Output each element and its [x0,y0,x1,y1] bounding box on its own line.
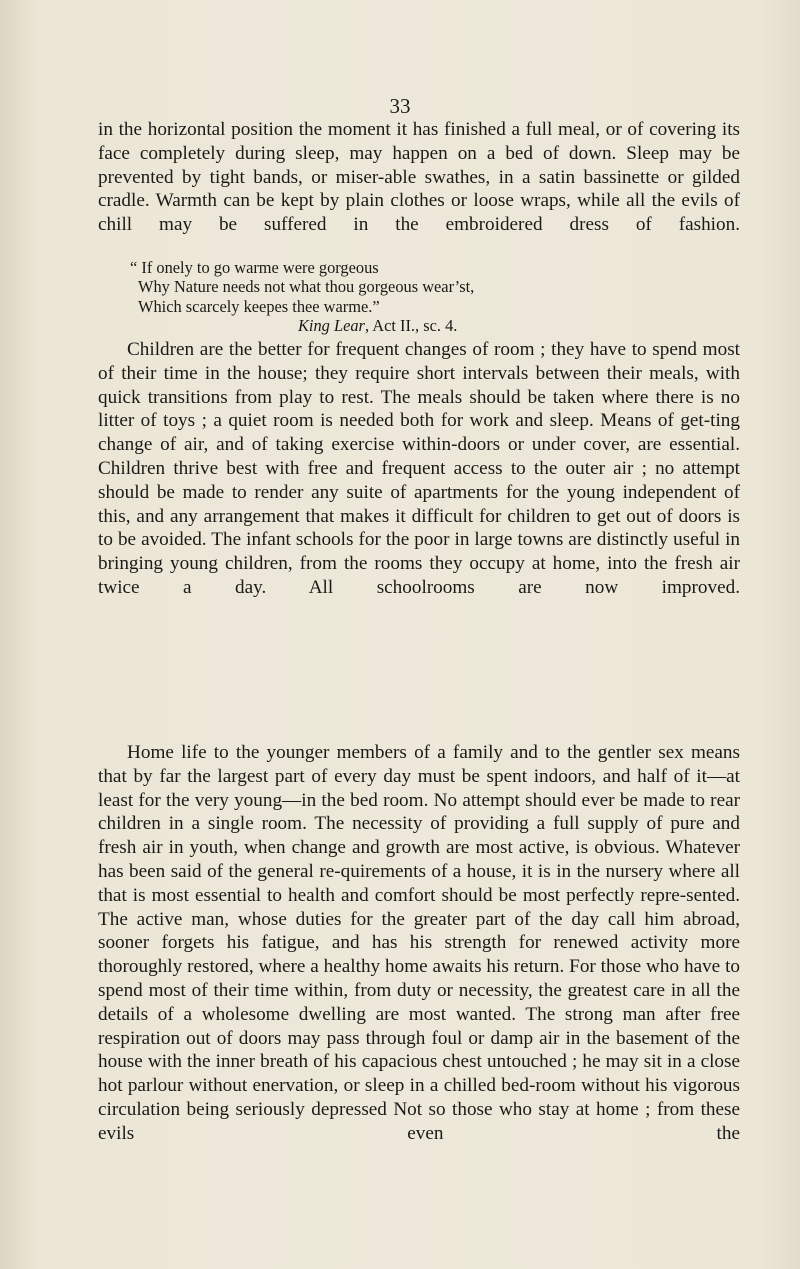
page-number: 33 [389,94,411,118]
paragraph-1: in the horizontal position the moment it has finished a full meal, or of covering its face completely during sleep, may happen on a bed of down. Sleep may be prevented by tight bands, or miser-able swathes, in a satin bassinette or gilded cradle. Warmth can be kept by plain clothes or loose wraps, while all the evils of chill may be suffered in the embroidered dress of fashion. [98,119,740,236]
block-quote [130,258,630,336]
quote-line-1: “ If onely to go warme were gorgeous [130,258,379,277]
quote-line-3: Which scarcely keepes thee warme.” [138,296,380,316]
quote-citation [130,316,630,335]
quote-line-2: Why Nature needs not what thou gorgeous wear’st, [138,277,475,297]
citation-reference: , Act II., sc. 4. [364,316,458,336]
citation-title: King Lear [298,316,365,336]
paragraph-3: Home life to the younger members of a family and to the gentler sex means that by far the largest part of every day must be spent indoors, and half of it—at least for the very young—in the bed room. No attempt should ever be made to rear children in a single room. The necessity of providing a full supply of pure and fresh air in youth, when change and growth are most active, is obvious. Whatever has been said of the general re-quirements of a house, it is in the nursery where all that is most essential to health and comfort should be most perfectly repre-sented. The active man, whose duties for the greater part of the day call him abroad, sooner forgets his fatigue, and has his strength for renewed activity more thoroughly restored, where a healthy home awaits his return. For those who have to spend most of their time within, from duty or necessity, the greatest care in all the details of a wholesome dwelling are most wanted. The strong man after free respiration out of doors may pass through foul or damp air in the basement of the house with the inner breath of his capacious chest untouched ; he may sit in a close hot parlour without enervation, or sleep in a chilled bed-room without his vigorous circulation being seriously depressed Not so those who stay at home ; from these evils even the [98,742,740,1144]
paragraph-2: Children are the better for frequent changes of room ; they have to spend most of their time in the house; they require short intervals between their meals, with quick transitions from play to rest. The meals should be taken where there is no litter of toys ; a quiet room is needed both for work and sleep. Means of get-ting change of air, and of taking exercise within-doors or under cover, are essential. Children thrive best with free and frequent access to the outer air ; no attempt should be made to render any suite of apartments for the young independent of this, and any arrangement that makes it difficult for children to get out of doors is to be avoided. The infant schools for the poor in large towns are distinctly useful in bringing young children, from the rooms they occupy at home, into the fresh air twice a day. All schoolrooms are now improved. [98,339,740,598]
